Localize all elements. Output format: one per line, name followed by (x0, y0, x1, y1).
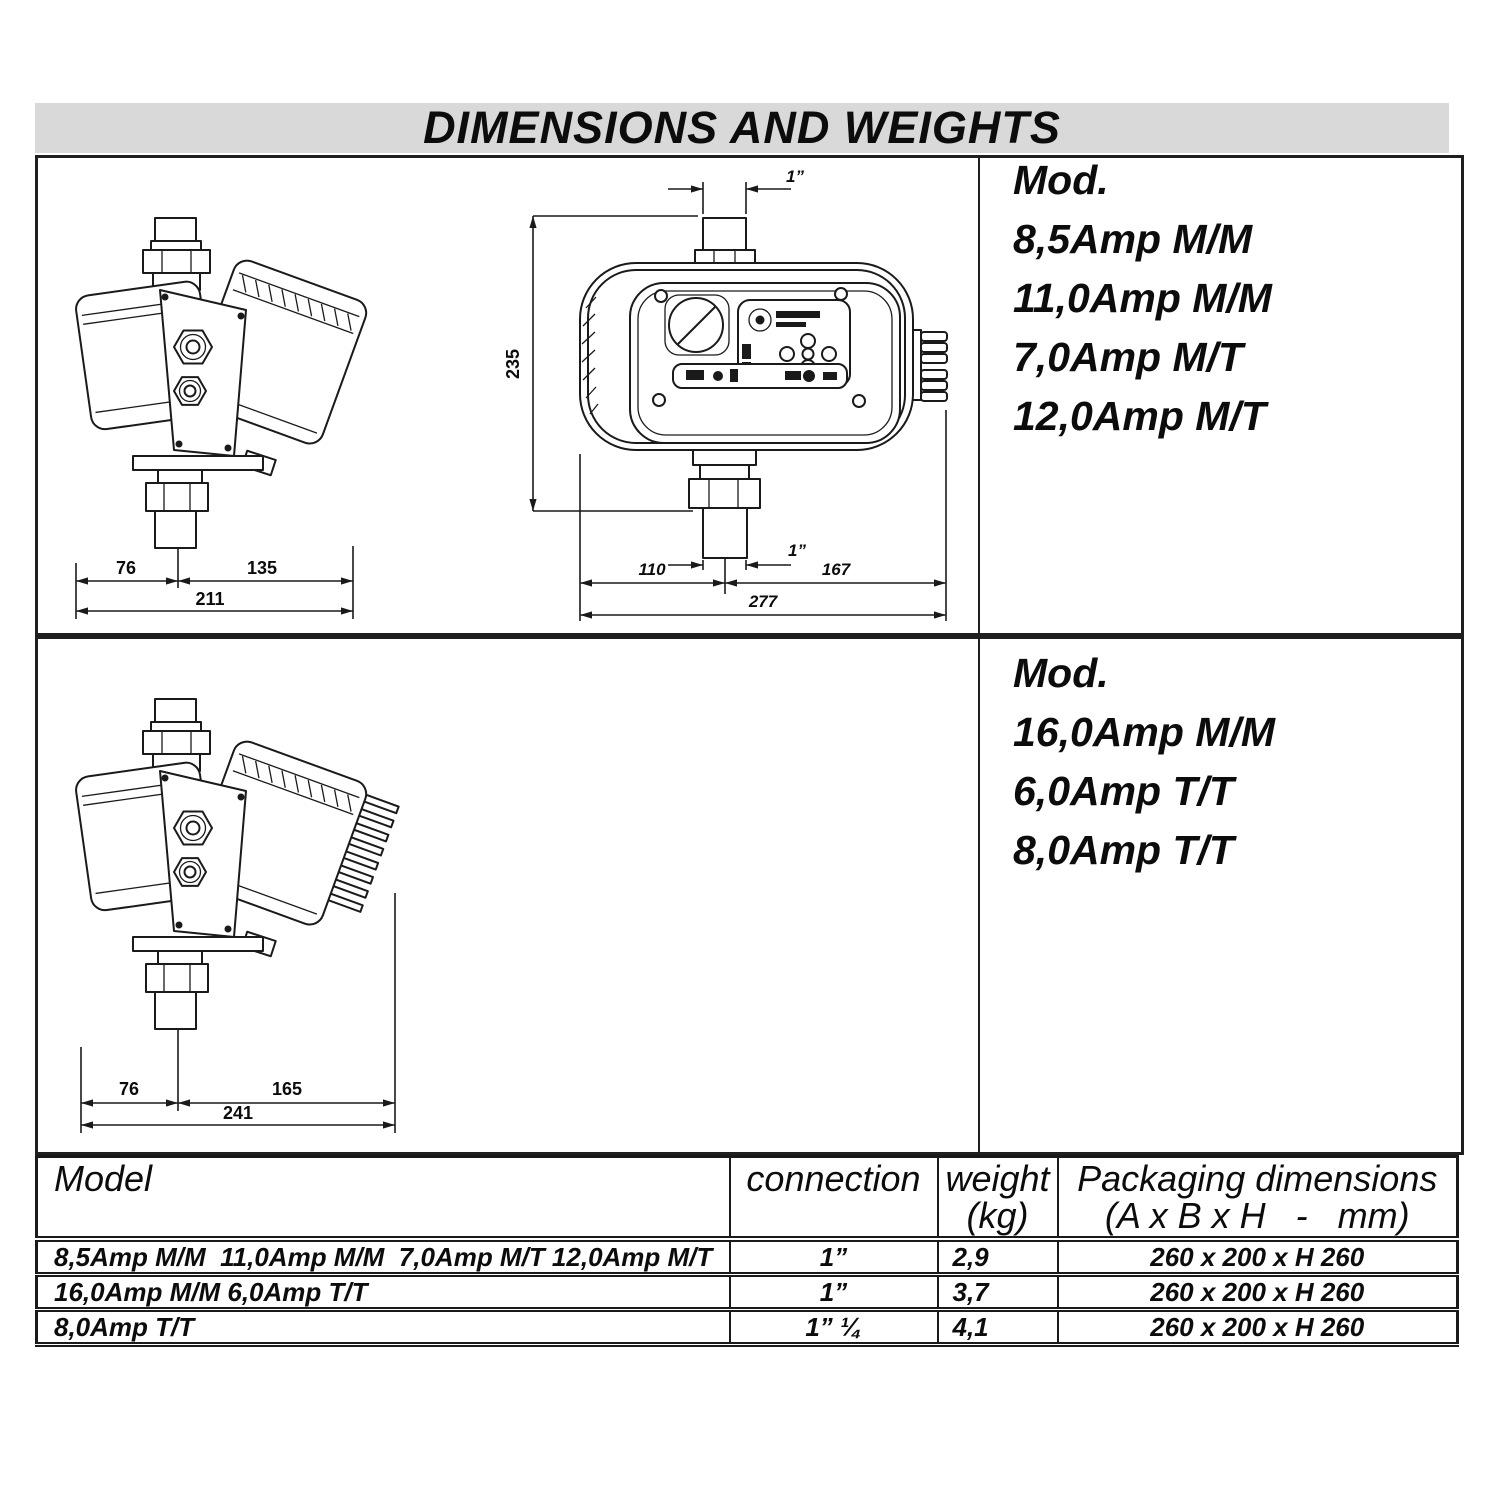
front-view-drawing (503, 167, 947, 621)
page-title: DIMENSIONS AND WEIGHTS (35, 103, 1449, 153)
cell-weight: 2,9 (938, 1239, 1058, 1275)
col-header-model: Model (37, 1157, 730, 1240)
cell-model: 16,0Amp M/M 6,0Amp T/T (37, 1275, 730, 1310)
cell-packaging: 260 x 200 x H 260 (1058, 1310, 1458, 1345)
dim-label-167: 167 (821, 560, 851, 579)
col-header-packaging-line1: Packaging dimensions (1077, 1158, 1438, 1199)
dim-label-110: 110 (638, 560, 666, 579)
cell-packaging: 260 x 200 x H 260 (1058, 1239, 1458, 1275)
dim-label-76: 76 (118, 1079, 140, 1099)
table-row (37, 1275, 1458, 1310)
cell-weight: 4,1 (938, 1310, 1058, 1345)
cell-packaging: 260 x 200 x H 260 (1058, 1275, 1458, 1310)
model-item: 11,0Amp M/M (1013, 275, 1272, 321)
dim-label-135: 135 (246, 558, 278, 578)
side-view-drawing (74, 218, 370, 619)
section-divider (978, 158, 980, 633)
col-header-connection: connection (730, 1157, 938, 1240)
col-header-packaging-line2: (A x B x H - mm) (1104, 1195, 1410, 1236)
table-header-row (37, 1157, 1458, 1240)
dim-label-235: 235 (503, 348, 523, 380)
dim-label-conn-top: 1” (786, 167, 804, 186)
model-list-bottom (1013, 644, 1275, 880)
cell-connection: 1” (730, 1275, 938, 1310)
model-item: 16,0Amp M/M (1013, 709, 1275, 755)
model-list-heading: Mod. (1013, 157, 1109, 203)
section-bottom (35, 636, 1464, 1155)
technical-drawings-top (38, 158, 978, 633)
model-item: 12,0Amp M/T (1013, 393, 1266, 439)
model-list-top (1013, 151, 1272, 446)
dim-label-211: 211 (195, 589, 225, 609)
dim-label-76: 76 (115, 558, 137, 578)
cell-model: 8,0Amp T/T (37, 1310, 730, 1345)
col-header-weight (938, 1157, 1058, 1240)
model-item: 8,0Amp T/T (1013, 827, 1234, 873)
cell-connection: 1” (730, 1239, 938, 1275)
col-header-weight-line1: weight (945, 1158, 1050, 1199)
section-divider (978, 639, 980, 1152)
cell-connection: 1” ¼ (730, 1310, 938, 1345)
side-view-heatsink-drawing (74, 699, 402, 1133)
model-list-heading: Mod. (1013, 650, 1109, 696)
dim-label-165: 165 (271, 1079, 303, 1099)
col-header-weight-line2: (kg) (966, 1195, 1029, 1236)
dim-label-277: 277 (748, 592, 778, 611)
dim-label-conn-bottom: 1” (788, 541, 806, 560)
dimensions-weights-table (35, 1155, 1459, 1347)
model-item: 8,5Amp M/M (1013, 216, 1253, 262)
section-top (35, 155, 1464, 636)
cell-weight: 3,7 (938, 1275, 1058, 1310)
col-header-packaging (1058, 1157, 1458, 1240)
side-view-heatsink-dimensions (81, 893, 395, 1133)
dim-label-241: 241 (222, 1103, 254, 1123)
technical-drawing-bottom (38, 639, 978, 1152)
side-view-dimensions (76, 546, 353, 619)
model-item: 6,0Amp T/T (1013, 768, 1234, 814)
model-item: 7,0Amp M/T (1013, 334, 1244, 380)
table-row (37, 1310, 1458, 1345)
table-row (37, 1239, 1458, 1275)
cell-model: 8,5Amp M/M 11,0Amp M/M 7,0Amp M/T 12,0Amp M/T (37, 1239, 730, 1275)
